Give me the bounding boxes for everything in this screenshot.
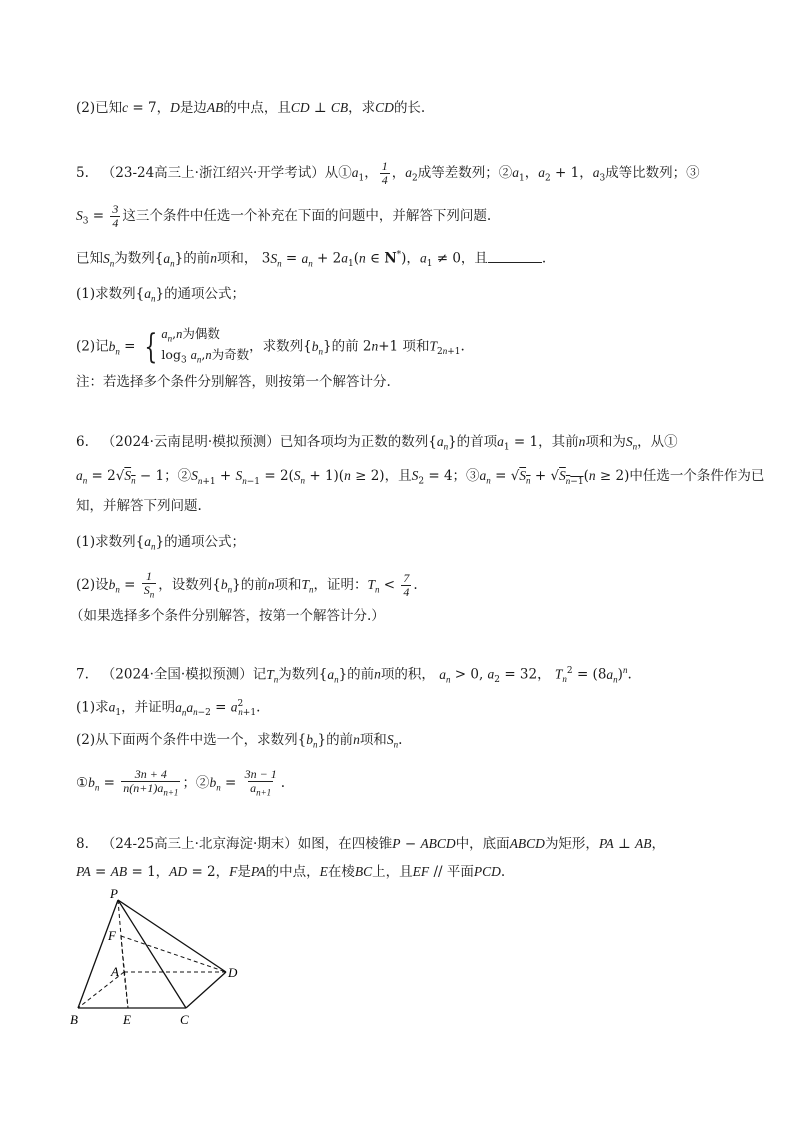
label-p: P [110, 886, 118, 901]
q6-part2: (2)设$b_n$ = $\frac{1}{S_n}$ ，设数列$\{b_n\}$的前n项和$T_n$，证明：$T_n$ < $\frac{7}{4}$ . [76, 569, 418, 600]
q5-line1: 5. （23-24高三上·浙江绍兴·开学考试）从$①a_1$， $\frac{1}{4}$ ，$a_2$成等差数列；$②a_1$，$a_2 + 1$，$a_3$成等比数列；③ [76, 159, 700, 187]
pyramid-figure [68, 886, 248, 1031]
label-b: B [70, 1012, 78, 1027]
segment-ae [124, 972, 128, 1008]
q7-part1: (1)求$a_1$，并证明$a_na_{n-2} = a^2_{n+1}$. [76, 699, 261, 719]
q5-line2: $S_3$ = $\frac{3}{4}$ 这三个条件中任选一个补充在下面的问题中，并解答下列问题. [76, 202, 492, 230]
q7-conditions: $①b_n$ = $\frac{3n + 4}{n(n+1)a_{n+1}}$ ；$②b_n$ = $\frac{3n - 1}{a_{n+1}}$ . [76, 767, 285, 798]
q5-part1: (1)求数列$\{a_n\}$的通项公式； [76, 286, 246, 304]
edge-pc [118, 900, 186, 1008]
q5-part2: (2)记$b_n$ = { $a_n,n$为偶数 $\log_3 a_n,n$为奇数 ，求数列$\{b_n\}$的前 2n+1 项和$T_{2n+1}$. [76, 326, 465, 367]
label-e: E [123, 1012, 131, 1027]
label-f: F [108, 928, 116, 943]
q5-note: 注：若选择多个条件分别解答，则按第一个解答计分. [76, 374, 391, 390]
segment-fd [121, 936, 226, 972]
label-a: A [111, 964, 119, 979]
edge-cd [186, 972, 226, 1008]
q8-line2: PA = AB = 1，AD = 2，F是PA的中点，E在棱BC上，且EF // 平面PCD. [76, 864, 506, 880]
q6-line3: 知，并解答下列问题. [76, 498, 202, 514]
q5-line3: 已知$S_n$为数列$\{a_n\}$的前n项和， $3S_n = a_n + 2a_1(n$ ∈ N*)，$a_1 \ne 0$，且 . [76, 250, 547, 270]
edge-pb [78, 900, 118, 1008]
q6-line2: $a_n = 2√S_n - 1$；$②S_{n+1} + S_{n-1} = 2(S_n + 1)(n \ge 2)$，且$S_2 = 4$；$③a_n = √S_n + √S_{n-1}(n \ge 2)$中任选一个条件作为已 [76, 468, 765, 487]
q6-note: （如果选择多个条件分别解答，按第一个解答计分.） [70, 608, 385, 624]
label-c: C [180, 1012, 189, 1027]
q8-line1: 8. （24-25高三上·北京海淀·期末）如图，在四棱锥P − ABCD中，底面ABCD为矩形，PA ⊥ AB， [76, 836, 665, 852]
label-d: D [228, 965, 238, 980]
q6-line1: 6. （2024·云南昆明·模拟预测）已知各项均为正数的数列$\{a_n\}$的首项$a_1 = 1$，其前n项和为$S_n$，从① [76, 434, 678, 453]
q6-part1: (1)求数列$\{a_n\}$的通项公式； [76, 534, 246, 552]
q7-line1: 7. （2024·全国·模拟预测）记$T_n$为数列$\{a_n\}$的前n项的积， $a_n > 0$, $a_2 = 32$， $T_n^2 = (8a_n)^n$. [76, 665, 632, 686]
q7-part2: (2)从下面两个条件中选一个，求数列$\{b_n\}$的前n项和$S_n$. [76, 732, 403, 750]
q4-part2: (2)已知c = 7，D是边AB的中点，且CD ⊥ CB，求CD的长. [76, 100, 426, 116]
edge-pd [118, 900, 226, 972]
